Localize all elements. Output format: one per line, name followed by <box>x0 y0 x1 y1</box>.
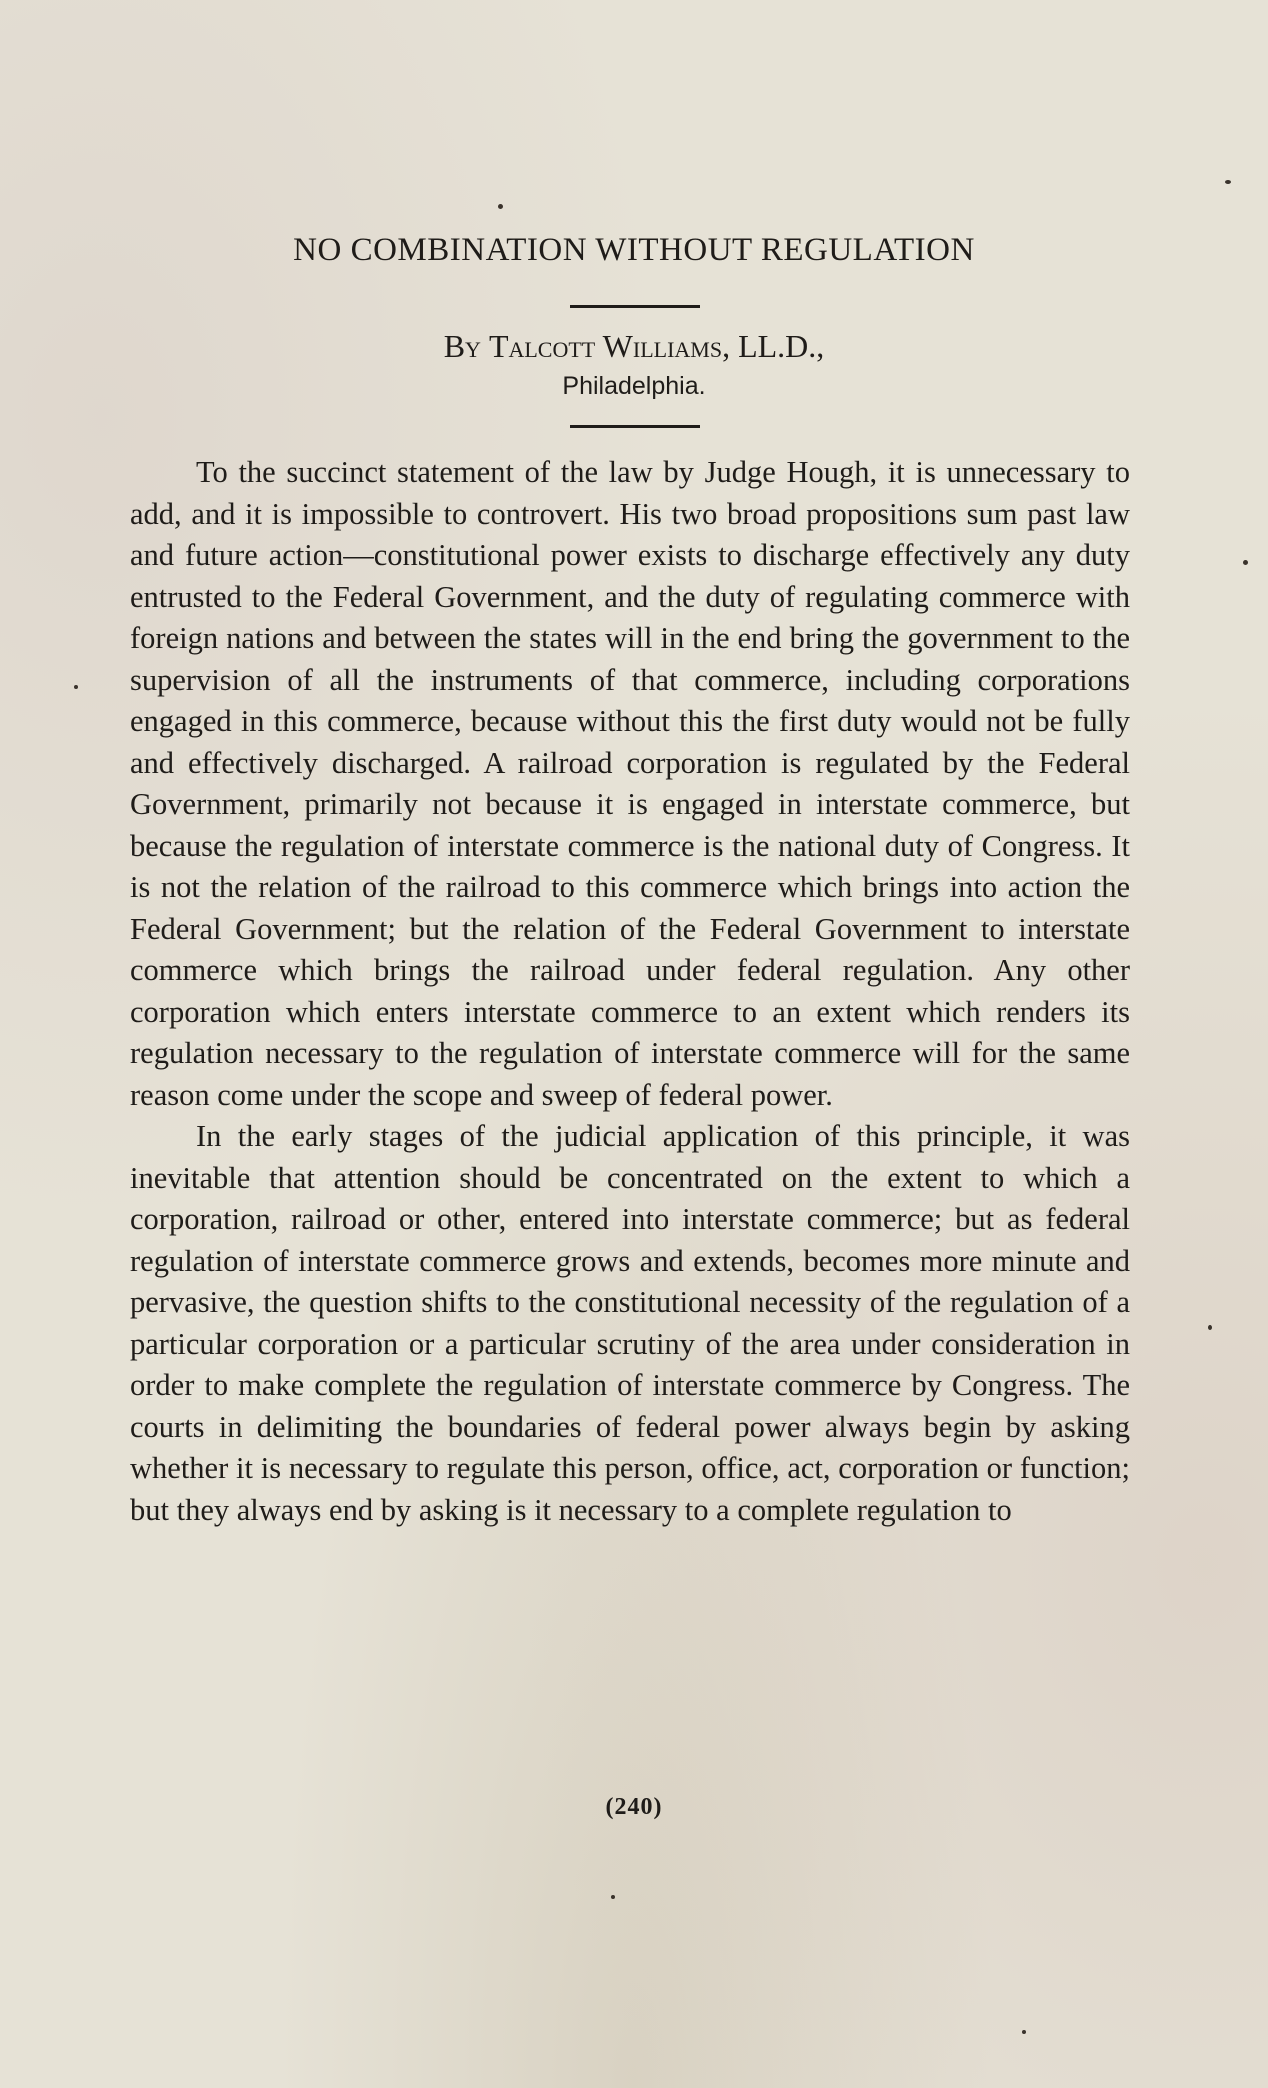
article-body <box>130 452 1130 1531</box>
byline-divider <box>570 425 700 428</box>
page-number: (240) <box>605 1794 663 1820</box>
byline-prefix: By <box>443 328 481 364</box>
paper-speck <box>611 1895 615 1899</box>
paper-speck <box>1243 560 1248 565</box>
paper-speck <box>1225 180 1231 184</box>
paragraph-1: To the succinct statement of the law by Judge Hough, it is unnecessary to add, and it is impossible to controvert. His two broad propositions sum past law and future action—constitutional power exists to discharge effectively any duty entrusted to the Federal Government, and the duty of regulating commerce with foreign nations and between the states will in the end bring the government to the supervision of all the instruments of that commerce, including corporations engaged in this commerce, because without this the first duty would not be fully and effectively discharged. A railroad corporation is regulated by the Federal Government, primarily not because it is engaged in interstate commerce, but because the regulation of interstate commerce is the national duty of Congress. It is not the relation of the railroad to this commerce which brings into action the Federal Government; but the relation of the Federal Government to interstate commerce which brings the railroad under federal regulation. Any other corporation which enters interstate commerce to an extent which renders its regulation necessary to the regulation of interstate commerce will for the same reason come under the scope and sweep of federal power. <box>130 455 1130 1112</box>
author-location: Philadelphia. <box>562 372 706 400</box>
paper-speck <box>498 204 503 209</box>
author-name: Talcott Williams, LL.D., <box>488 328 825 364</box>
paper-speck <box>74 685 78 689</box>
byline <box>0 328 1268 365</box>
paragraph-2: In the early stages of the judicial application of this principle, it was inevitable that attention should be concentrated on the extent to which a corporation, railroad or other, entered into interstate commerce; but as federal regulation of interstate commerce grows and extends, becomes more minute and pervasive, the question shifts to the constitutional necessity of the regulation of a particular corporation or a particular scrutiny of the area under consideration in order to make complete the regulation of interstate commerce by Congress. The courts in delimiting the boundaries of federal power always begin by asking whether it is necessary to regulate this person, office, act, corporation or function; but they always end by asking is it necessary to a complete regulation to <box>130 1119 1130 1527</box>
paper-speck <box>1208 1325 1212 1330</box>
article-title: NO COMBINATION WITHOUT REGULATION <box>293 232 975 268</box>
paper-speck <box>1022 2030 1026 2034</box>
title-divider <box>570 305 700 308</box>
